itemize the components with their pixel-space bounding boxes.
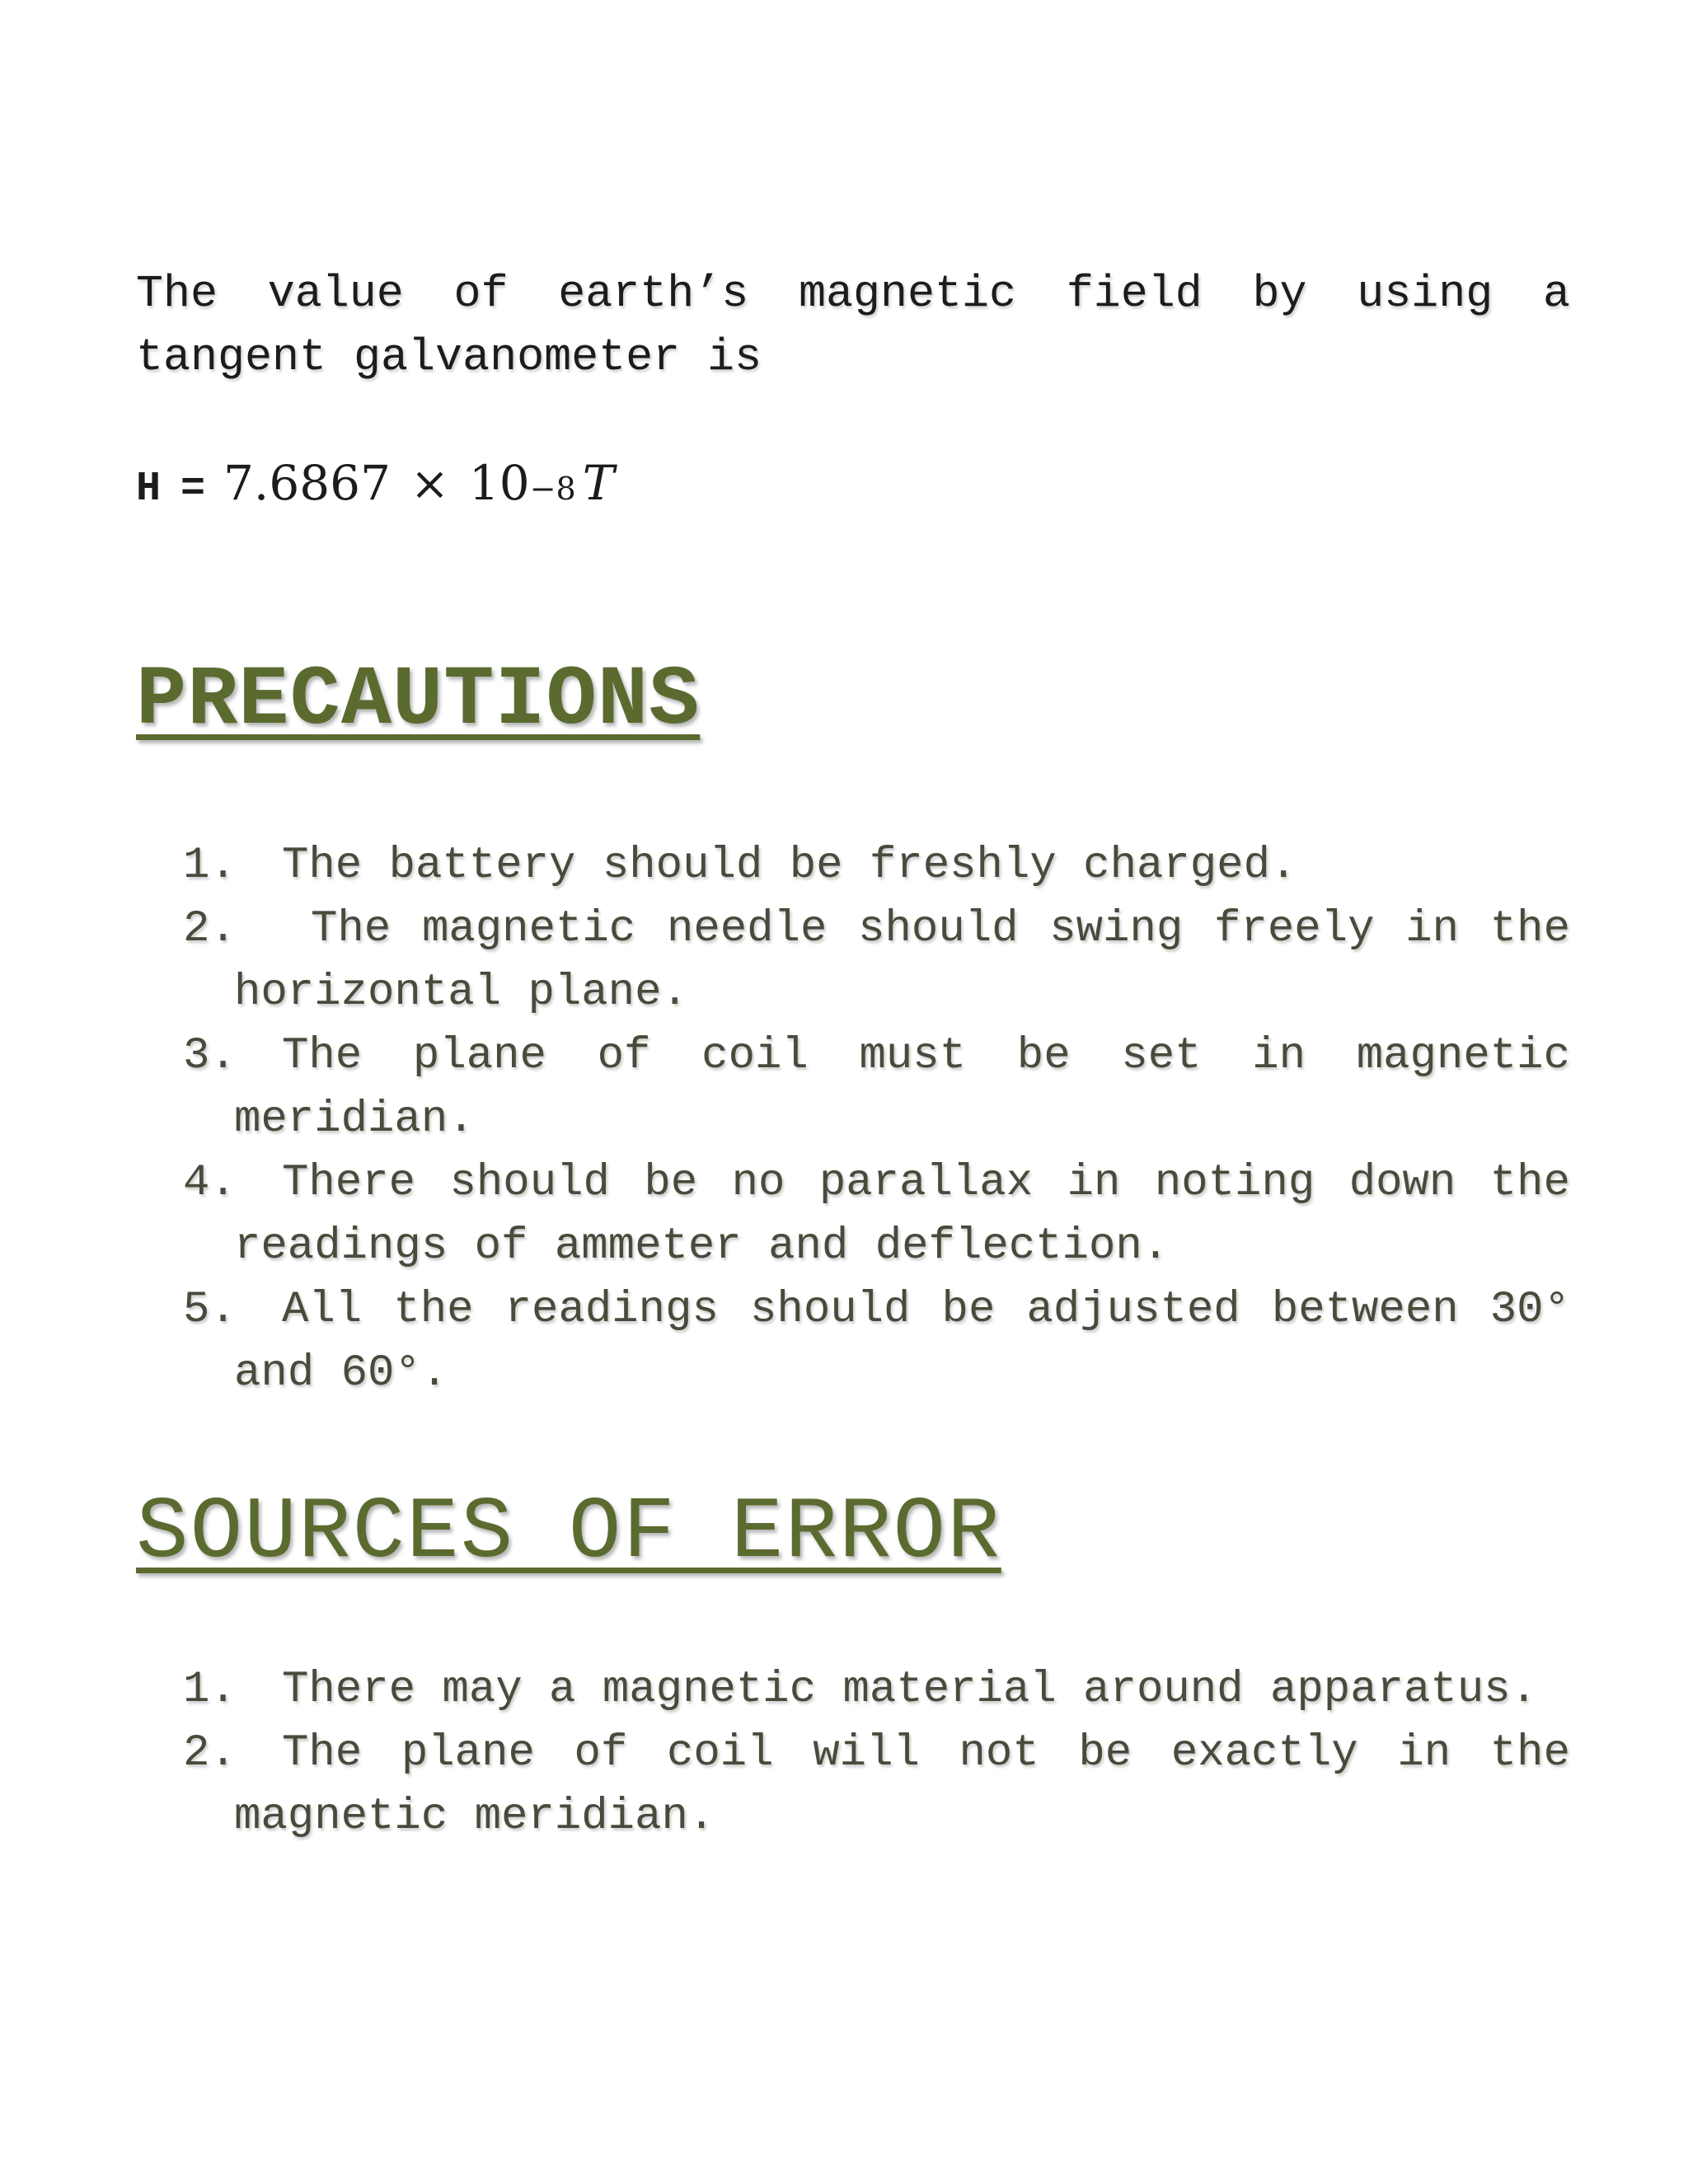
item-number: 4. [183, 1158, 237, 1208]
magnetic-field-formula: H = 7.6867 × 10 −8 T [136, 455, 615, 513]
list-item [183, 898, 1570, 1024]
item-number: 1. [183, 841, 237, 891]
item-text: There should be no parallax in noting down the readings of ammeter and deflection. [234, 1158, 1570, 1272]
item-text: There may a magnetic material around apparatus. [282, 1665, 1538, 1715]
sources-of-error-heading: SOURCES OF ERROR [136, 1483, 1001, 1582]
list-item [183, 1278, 1570, 1405]
item-number: 3. [183, 1031, 237, 1081]
intro-paragraph: The value of earth’s magnetic field by using a tangent galvanometer is [136, 268, 1570, 383]
item-text: The magnetic needle should swing freely in the horizontal plane. [234, 904, 1570, 1018]
item-text: The plane of coil must be set in magnetic meridian. [234, 1031, 1570, 1145]
precautions-heading: PRECAUTIONS [136, 653, 701, 748]
formula-base: 10 [468, 455, 530, 511]
formula-times: × [410, 457, 449, 511]
formula-mantissa: 7.6867 [223, 455, 391, 511]
item-number: 2. [183, 904, 237, 954]
item-text: The plane of coil will not be exactly in the magnetic meridian. [234, 1728, 1570, 1842]
item-text: The battery should be freshly charged. [282, 841, 1297, 891]
sources-of-error-list [183, 1658, 1570, 1849]
list-item [183, 1722, 1570, 1849]
precautions-list [183, 834, 1570, 1405]
list-item [183, 1658, 1570, 1722]
list-item [183, 1024, 1570, 1151]
list-item [183, 1151, 1570, 1278]
formula-symbol: H [136, 466, 162, 513]
item-number: 5. [183, 1285, 237, 1335]
item-text: All the readings should be adjusted between 30° and 60°. [234, 1285, 1570, 1399]
list-item [183, 834, 1570, 898]
item-number: 1. [183, 1665, 237, 1715]
formula-equals: = [181, 466, 206, 513]
item-number: 2. [183, 1728, 237, 1779]
formula-unit: T [582, 455, 615, 511]
